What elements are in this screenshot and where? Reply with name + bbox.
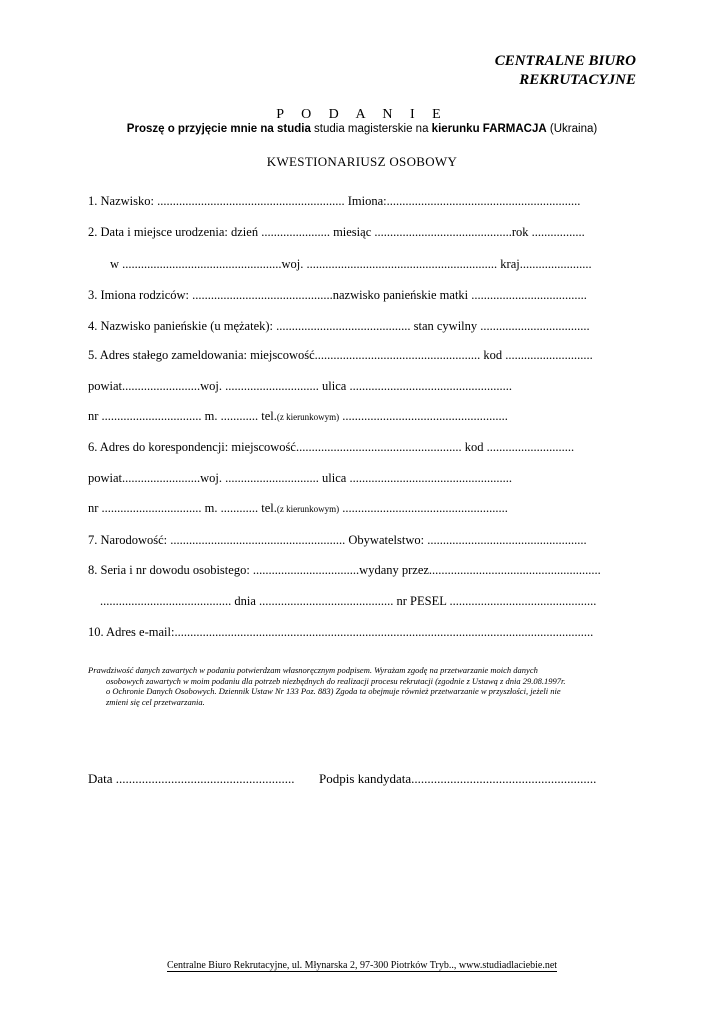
- signature-row: [88, 771, 648, 787]
- subtitle-country: (Ukraina): [546, 123, 598, 135]
- footer-address: [0, 960, 724, 971]
- field-correspondence-address[interactable]: 6. Adres do korespondencji: miejscowość..................................................... kod ............................: [88, 440, 575, 454]
- footer-text: Centralne Biuro Rekrutacyjne, ul. Młynarska 2, 97-300 Piotrków Tryb.., www.studiadlaciebie.net: [166, 960, 558, 971]
- correspondence-phone-dots: .....................................................: [339, 501, 508, 515]
- field-correspondence-number-phone[interactable]: [88, 500, 640, 517]
- correspondence-phone-note: (z kierunkowym): [276, 504, 340, 514]
- candidate-signature-field[interactable]: Podpis kandydata.........................................................: [319, 771, 597, 786]
- notice-line-2: osobowych zawartych w moim podaniu dla potrzeb niezbędnych do realizacji procesu rekrutacji (zgodnie z Ustawą z dnia 29.08.1997r.: [106, 675, 566, 686]
- organization-name-line1: CENTRALNE BIURO: [494, 53, 636, 69]
- field-permanent-district[interactable]: powiat.........................woj. .............................. ulica ....................................................: [88, 379, 512, 393]
- field-birth-date[interactable]: 2. Data i miejsce urodzenia: dzień ...................... miesiąc ............................................rok .................: [88, 225, 585, 239]
- notice-line-1: Prawdziwość danych zawartych w podaniu potwierdzam własnoręcznym podpisem. Wyrażam zgodę na przetwarzanie moich danych: [88, 665, 538, 675]
- permanent-phone-dots: .....................................................: [339, 409, 508, 423]
- field-parents-names[interactable]: 3. Imiona rodziców: .............................................nazwisko panieńskie matki .....................................: [88, 288, 587, 302]
- subtitle-request: Proszę o przyjęcie mnie na studia: [126, 123, 311, 135]
- permanent-number-label: nr ................................ m. ............ tel.: [88, 409, 277, 423]
- field-email[interactable]: 10. Adres e-mail:......................................................................................................................................: [88, 625, 594, 639]
- field-permanent-address[interactable]: 5. Adres stałego zameldowania: miejscowość..................................................... kod ............................: [88, 348, 593, 362]
- field-id-date-pesel[interactable]: .......................................... dnia ........................................... nr PESEL ...............................................: [100, 594, 597, 608]
- notice-line-3: o Ochronie Danych Osobowych. Dziennik Ustaw Nr 133 Poz. 883) Zgoda ta obejmuje również przetwarzanie w przyszłości, jeżeli nie: [106, 686, 561, 696]
- field-surname-names[interactable]: 1. Nazwisko: ............................................................ Imiona:..............................................................: [88, 194, 581, 208]
- organization-name-line2: REKRUTACYJNE: [519, 72, 636, 88]
- field-permanent-number-phone[interactable]: [88, 408, 640, 425]
- date-field[interactable]: Data .......................................................: [88, 771, 295, 786]
- correspondence-number-label: nr ................................ m. ............ tel.: [88, 501, 277, 515]
- permanent-phone-note: (z kierunkowym): [276, 412, 340, 422]
- subtitle-field: kierunku FARMACJA: [431, 123, 547, 135]
- field-nationality-citizenship[interactable]: 7. Narodowość: ........................................................ Obywatelstwo: ...................................................: [88, 533, 587, 547]
- document-title: P O D A N I E: [276, 107, 448, 122]
- organization-header: [495, 52, 636, 90]
- field-maiden-name[interactable]: 4. Nazwisko panieńskie (u mężatek): ........................................... stan cywilny ...................................: [88, 319, 590, 333]
- field-correspondence-district[interactable]: powiat.........................woj. .............................. ulica ....................................................: [88, 471, 512, 485]
- subtitle-study-type: studia magisterskie na: [310, 123, 432, 135]
- notice-line-4: zmieni się cel przetwarzania.: [106, 696, 205, 707]
- form-title: KWESTIONARIUSZ OSOBOWY: [266, 154, 458, 169]
- data-consent-notice: [88, 665, 638, 707]
- field-birth-place[interactable]: w ...................................................woj. ............................................................. kraj.......................: [110, 257, 592, 271]
- application-subtitle: [0, 123, 724, 135]
- field-id-document[interactable]: 8. Seria i nr dowodu osobistego: ..................................wydany przez.......................................................: [88, 563, 601, 577]
